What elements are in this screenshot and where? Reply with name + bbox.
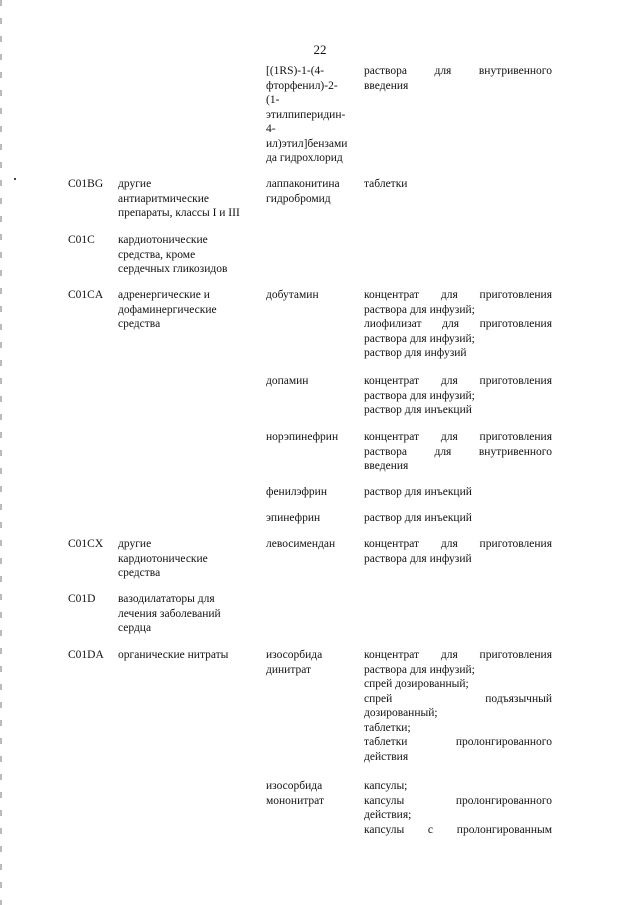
atc-group-name-line: препараты, классы I и III [118,207,240,219]
atc-group-name-line: адренергические и [118,289,210,301]
drug-name [266,430,360,445]
dosage-forms-line: введения [364,460,409,472]
drug-name-line: да гидрохлорид [266,152,343,164]
dosage-forms-line: таблетки [364,178,408,190]
atc-group-name-line: лечения заболеваний [118,607,221,620]
atc-code: C01CA [68,289,104,301]
dosage-forms-line: раствора для инфузий; [364,303,475,316]
drug-name [266,288,360,303]
drug-name [266,177,360,206]
drug-name-line: 4- [266,123,276,135]
drug-name-line: этилпиперидин- [266,108,346,121]
drug-name-line: левосимендан [266,538,336,550]
atc-group-name-line: средства [118,567,161,579]
dosage-forms-line: концентрат для приготовления [364,375,552,387]
dosage-forms-line: спрей подъязычный [364,692,552,705]
dosage-forms-line: таблетки; [364,721,411,734]
drug-name [266,648,360,677]
dosage-forms [364,430,552,474]
dosage-forms-line: спрей дозированный; [364,678,469,690]
dosage-forms-line: раствор для инъекций [364,486,472,498]
drug-name-line: (1- [266,94,280,106]
dosage-forms [364,485,552,500]
drug-name-line: изосорбида [266,649,323,661]
drug-name-line: ил)этил]бензами [266,137,348,150]
drug-name-line: гидробромид [266,192,331,205]
atc-group-name-line: средства, кроме [118,248,196,261]
dosage-forms-line: раствора для внутривенного [364,445,552,458]
scan-edge [0,0,2,905]
atc-group-name-line: сердца [118,622,152,634]
drug-name-line: фенилэфрин [266,486,327,498]
page-number: 22 [313,42,327,57]
drug-name [266,511,360,526]
dosage-forms [364,288,552,361]
atc-code: C01CX [68,538,104,550]
dosage-forms-line: капсулы пролонгированного [364,794,552,807]
drug-name-line: добутамин [266,289,319,301]
atc-group-name [118,177,260,221]
atc-group-name-line: вазодилататоры для [118,593,215,605]
dosage-forms [364,64,552,93]
dosage-forms [364,177,552,192]
dosage-forms-line: концентрат для приготовления [364,431,552,443]
dosage-forms-line: действия; [364,809,412,821]
drug-name-line: допамин [266,375,309,387]
drug-name [266,374,360,389]
dosage-forms-line: таблетки пролонгированного [364,736,552,748]
dosage-forms-line: раствора для инфузий; [364,389,475,402]
drug-name [266,779,360,808]
atc-group-name-line: другие [118,178,152,190]
dosage-forms [364,511,552,526]
drug-name [266,537,360,552]
atc-group-name [118,648,260,663]
dosage-forms-line: введения [364,79,409,92]
dosage-forms-line: действия [364,750,409,763]
atc-group-name-line: кардиотонические [118,234,208,246]
drug-name-line: [(1RS)-1-(4- [266,65,325,77]
atc-group-name-line: дофаминергические [118,303,217,316]
atc-group-name-line: кардиотонические [118,552,208,565]
drug-name-line: норэпинефрин [266,431,339,443]
dosage-forms-line: раствора для инфузий [364,552,472,565]
atc-group-name-line: сердечных гликозидов [118,263,228,275]
dosage-forms-line: раствор для инъекций [364,512,472,524]
drug-name-line: динитрат [266,663,312,676]
drug-name-line: лаппаконитина [266,178,340,190]
atc-group-name-line: органические нитраты [118,649,229,661]
atc-group-name-line: другие [118,538,152,550]
atc-group-name [118,537,260,581]
atc-code: C01D [68,593,96,605]
atc-group-name-line: антиаритмические [118,192,210,205]
dosage-forms-line: раствор для инъекций [364,404,472,416]
drug-name [266,485,360,500]
dosage-forms [364,648,552,764]
drug-name-line: фторфенил)-2- [266,79,338,92]
atc-group-name [118,288,260,332]
drug-name [266,64,360,166]
atc-code: C01DA [68,649,104,661]
dosage-forms-line: раствор для инфузий [364,347,467,359]
dosage-forms-line: капсулы с пролонгированным [364,823,552,836]
atc-group-name-line: средства [118,318,161,330]
dosage-forms-line: капсулы; [364,780,408,792]
dosage-forms-line: дозированный; [364,707,438,719]
dosage-forms-line: концентрат для приготовления [364,289,552,301]
dosage-forms [364,537,552,566]
atc-group-name [118,592,260,636]
drug-name-line: эпинефрин [266,512,321,524]
dosage-forms [364,779,552,837]
dosage-forms-line: концентрат для приготовления [364,649,552,661]
drug-name-line: мононитрат [266,794,324,807]
dosage-forms-line: раствора для инфузий; [364,663,475,676]
dosage-forms-line: концентрат для приготовления [364,538,552,550]
dosage-forms-line: раствора для инфузий; [364,332,475,345]
atc-group-name [118,233,260,277]
atc-code: C01C [68,234,95,246]
dosage-forms-line: лиофилизат для приготовления [364,318,552,330]
drug-name-line: изосорбида [266,780,323,792]
dosage-forms [364,374,552,418]
dosage-forms-line: раствора для внутривенного [364,65,552,77]
scan-speck [14,178,16,180]
atc-code: C01BG [68,178,104,190]
